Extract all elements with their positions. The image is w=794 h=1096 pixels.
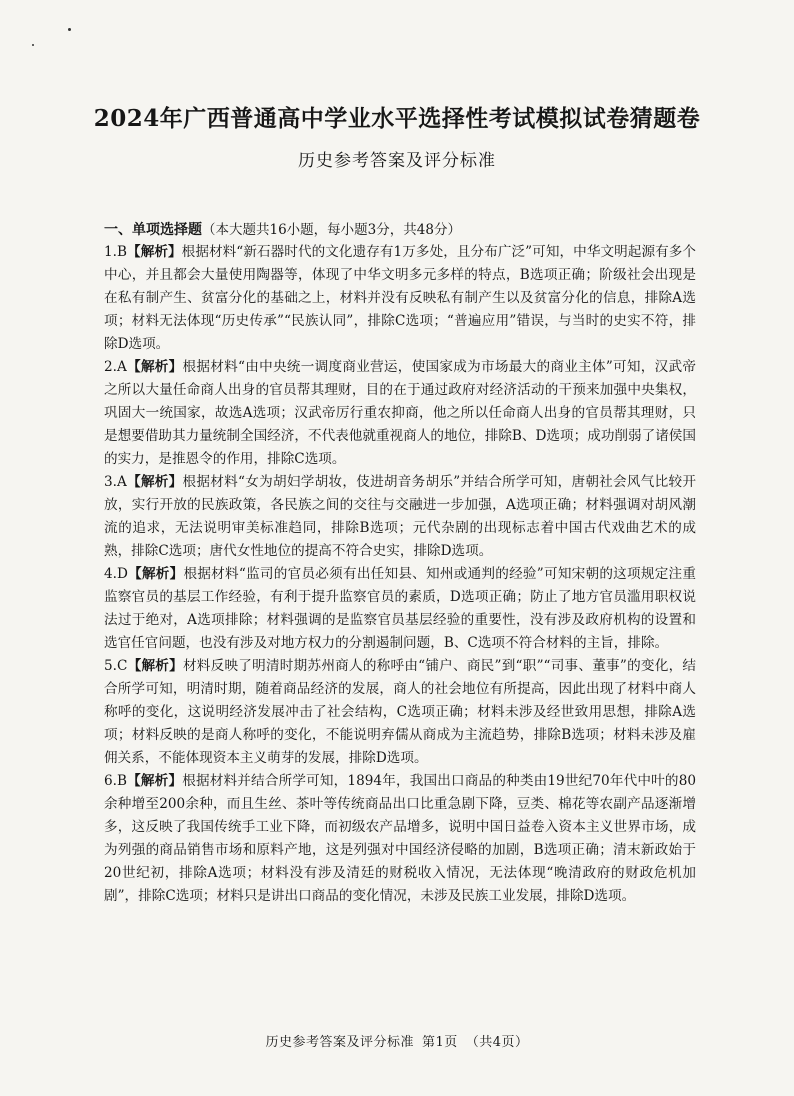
answer-item: [104, 655, 696, 770]
answer-item: [104, 770, 696, 908]
page-subtitle: 历史参考答案及评分标准: [298, 151, 496, 171]
page-title: 2024年广西普通高中学业水平选择性考试模拟试卷猜题卷: [93, 105, 701, 132]
page-footer: [0, 1031, 794, 1050]
analysis-tag: 【解析】: [126, 359, 183, 375]
answer-text: 根据材料并结合所学可知，1894年，我国出口商品的种类由19世纪70年代中叶的80余种增至200余种，而且生丝、茶叶等传统商品出口比重急剧下降，豆类、棉花等农副产品逐渐增多，这反映了我国传统手工业下降，而初级农产品增多，说明中国日益卷入资本主义世界市场，成为列强的商品销售市场和原料产地，这是列强对中国经济侵略的加剧，B选项正确；清末新政始于20世纪初，排除A选项；材料没有涉及清廷的财税收入情况，无法体现“晚清政府的财政危机加剧”，排除C选项；材料只是讲出口商品的变化情况，未涉及民族工业发展，排除D选项。: [104, 773, 696, 904]
answer-text: 根据材料“由中央统一调度商业营运，使国家成为市场最大的商业主体”可知，汉武帝之所以大量任命商人出身的官员帮其理财，目的在于通过政府对经济活动的干预来加强中央集权，巩固大一统国家，故选A选项；汉武帝厉行重农抑商，他之所以任命商人出身的官员帮其理财，只是想要借助其力量统制全国经济，不代表他就重视商人的地位，排除B、D选项；成功削弱了诸侯国的实力，是推恩令的作用，排除C选项。: [104, 359, 696, 467]
section-heading: [104, 218, 461, 239]
answer-item: [104, 241, 696, 356]
analysis-tag: 【解析】: [126, 773, 183, 789]
answer-text: 根据材料“女为胡妇学胡妆，伎进胡音务胡乐”并结合所学可知，唐朝社会风气比较开放，实行开放的民族政策，各民族之间的交往与交融进一步加强，A选项正确；材料强调对胡风潮流的追求，无法说明审美标准趋同，排除B选项；元代杂剧的出现标志着中国古代戏曲艺术的成熟，排除C选项；唐代女性地位的提高不符合史实，排除D选项。: [104, 474, 696, 559]
answer-number: 3.A: [104, 474, 127, 490]
footer-doc-title: 历史参考答案及评分标准: [265, 1035, 414, 1050]
answer-text: 材料反映了明清时期苏州商人的称呼由“铺户、商民”到“职”“司事、董事”的变化，结合所学可知，明清时期，随着商品经济的发展，商人的社会地位有所提高，因此出现了材料中商人称呼的变化，这说明经济发展冲击了社会结构，C选项正确；材料未涉及经世致用思想，排除A选项；材料反映的是商人称呼的变化，不能说明弃儒从商成为主流趋势，排除B选项；材料未涉及雇佣关系，不能体现资本主义萌芽的发展，排除D选项。: [104, 658, 697, 766]
answer-text: 根据材料“监司的官员必须有出任知县、知州或通判的经验”可知宋朝的这项规定注重监察官员的基层工作经验，有利于提升监察官员的素质，D选项正确；防止了地方官员滥用职权说法过于绝对，A选项排除；材料强调的是监察官员基层经验的重要性，没有涉及政府机构的设置和选官任官问题，也没有涉及对地方权力的分割遏制问题，B、C选项不符合材料的主旨，排除。: [104, 566, 696, 651]
analysis-tag: 【解析】: [127, 566, 184, 582]
scan-speck: [68, 28, 71, 31]
answer-item: [104, 356, 696, 471]
answer-item: [104, 563, 696, 655]
answer-number: 6.B: [104, 773, 127, 789]
section-note: （本大题共16小题，每小题3分，共48分）: [202, 222, 461, 238]
answer-item: [104, 471, 696, 563]
analysis-tag: 【解析】: [126, 244, 182, 260]
answer-list: [104, 241, 696, 908]
footer-page-number: 第1页: [421, 1035, 458, 1050]
answer-number: 4.D: [104, 566, 128, 582]
answer-number: 2.A: [104, 359, 127, 375]
answer-text: 根据材料“新石器时代的文化遗存有1万多处，且分布广泛”可知，中华文明起源有多个中心，并且都会大量使用陶器等，体现了中华文明多元多样的特点，B选项正确；阶级社会出现是在私有制产生、贫富分化的基础之上，材料并没有反映私有制产生以及贫富分化的信息，排除A选项；材料无法体现“历史传承”“民族认同”，排除C选项；“普遍应用”错误，与当时的史实不符，排除D选项。: [104, 244, 697, 352]
footer-total-pages: （共4页）: [465, 1035, 529, 1050]
analysis-tag: 【解析】: [126, 474, 183, 490]
analysis-tag: 【解析】: [127, 658, 183, 674]
answer-number: 1.B: [104, 244, 127, 260]
answer-number: 5.C: [104, 658, 128, 674]
scan-speck: [32, 44, 34, 46]
section-title: 一、单项选择题: [104, 222, 202, 238]
